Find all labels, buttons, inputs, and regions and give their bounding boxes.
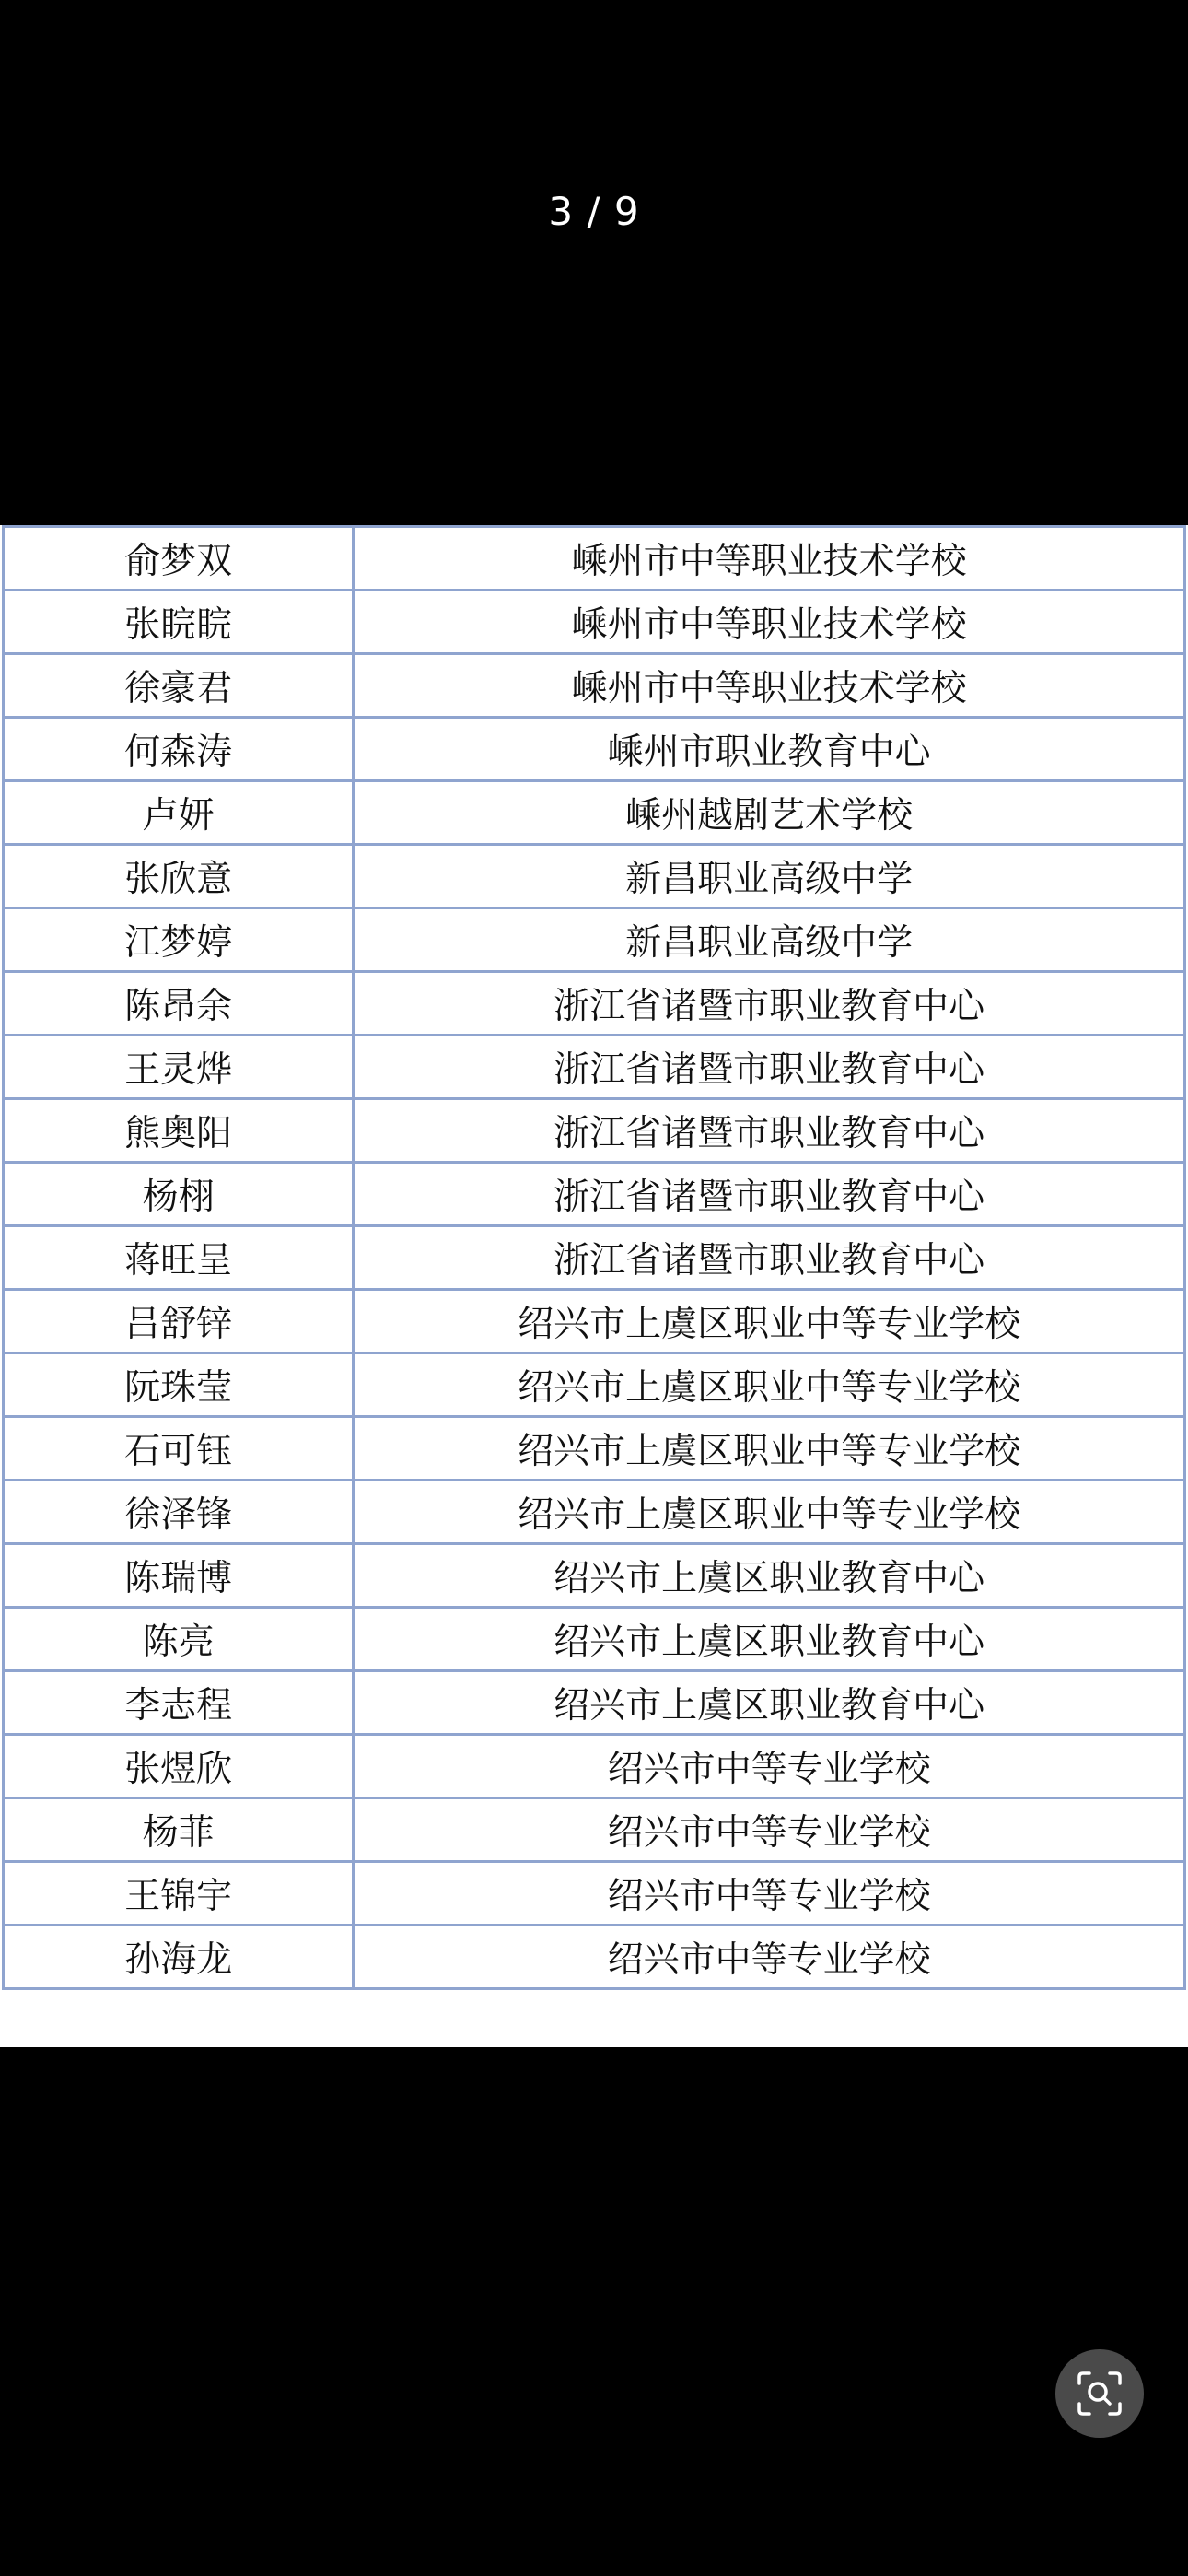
student-name-cell: 徐泽锋 [4, 1481, 354, 1544]
table-row [4, 845, 1185, 908]
table-row [4, 1417, 1185, 1481]
table-row [4, 1353, 1185, 1417]
table-row [4, 527, 1185, 591]
student-name-cell: 张欣意 [4, 845, 354, 908]
table-image[interactable] [0, 525, 1188, 2047]
table-row [4, 1735, 1185, 1798]
student-name-cell: 卢妍 [4, 781, 354, 845]
student-name-cell: 吕舒锌 [4, 1290, 354, 1353]
student-name-cell: 杨菲 [4, 1798, 354, 1862]
roster-table-body [4, 527, 1185, 1989]
student-name-cell: 王锦宇 [4, 1862, 354, 1926]
student-name-cell: 王灵烨 [4, 1036, 354, 1099]
school-name-cell: 新昌职业高级中学 [354, 845, 1185, 908]
school-name-cell: 绍兴市中等专业学校 [354, 1862, 1185, 1926]
page-counter: 3 / 9 [548, 189, 640, 234]
table-row [4, 1544, 1185, 1608]
student-name-cell: 孙海龙 [4, 1926, 354, 1989]
school-name-cell: 绍兴市上虞区职业中等专业学校 [354, 1290, 1185, 1353]
table-row [4, 1226, 1185, 1290]
school-name-cell: 浙江省诸暨市职业教育中心 [354, 1226, 1185, 1290]
school-name-cell: 绍兴市上虞区职业中等专业学校 [354, 1481, 1185, 1544]
school-name-cell: 绍兴市上虞区职业中等专业学校 [354, 1353, 1185, 1417]
school-name-cell: 新昌职业高级中学 [354, 908, 1185, 972]
table-row [4, 1099, 1185, 1163]
table-row [4, 1163, 1185, 1226]
visual-search-button[interactable] [1055, 2349, 1144, 2438]
table-row [4, 781, 1185, 845]
school-name-cell: 绍兴市上虞区职业中等专业学校 [354, 1417, 1185, 1481]
student-name-cell: 陈亮 [4, 1608, 354, 1671]
table-row [4, 1036, 1185, 1099]
school-name-cell: 绍兴市上虞区职业教育中心 [354, 1544, 1185, 1608]
visual-search-icon [1076, 2370, 1124, 2418]
table-row [4, 1290, 1185, 1353]
table-row [4, 1608, 1185, 1671]
student-name-cell: 阮珠莹 [4, 1353, 354, 1417]
school-name-cell: 浙江省诸暨市职业教育中心 [354, 1099, 1185, 1163]
table-row [4, 1481, 1185, 1544]
school-name-cell: 浙江省诸暨市职业教育中心 [354, 1036, 1185, 1099]
table-row [4, 1862, 1185, 1926]
school-name-cell: 绍兴市中等专业学校 [354, 1798, 1185, 1862]
table-row [4, 908, 1185, 972]
school-name-cell: 绍兴市上虞区职业教育中心 [354, 1608, 1185, 1671]
roster-table [2, 525, 1186, 1990]
school-name-cell: 绍兴市中等专业学校 [354, 1735, 1185, 1798]
school-name-cell: 嵊州市中等职业技术学校 [354, 527, 1185, 591]
student-name-cell: 徐豪君 [4, 654, 354, 718]
table-row [4, 1798, 1185, 1862]
table-row [4, 654, 1185, 718]
school-name-cell: 浙江省诸暨市职业教育中心 [354, 1163, 1185, 1226]
school-name-cell: 绍兴市中等专业学校 [354, 1926, 1185, 1989]
student-name-cell: 俞梦双 [4, 527, 354, 591]
school-name-cell: 浙江省诸暨市职业教育中心 [354, 972, 1185, 1036]
table-row [4, 1671, 1185, 1735]
student-name-cell: 何森涛 [4, 718, 354, 781]
student-name-cell: 蒋旺呈 [4, 1226, 354, 1290]
student-name-cell: 江梦婷 [4, 908, 354, 972]
student-name-cell: 陈昂余 [4, 972, 354, 1036]
student-name-cell: 杨栩 [4, 1163, 354, 1226]
school-name-cell: 嵊州越剧艺术学校 [354, 781, 1185, 845]
student-name-cell: 熊奥阳 [4, 1099, 354, 1163]
school-name-cell: 嵊州市职业教育中心 [354, 718, 1185, 781]
student-name-cell: 张煜欣 [4, 1735, 354, 1798]
school-name-cell: 嵊州市中等职业技术学校 [354, 654, 1185, 718]
school-name-cell: 嵊州市中等职业技术学校 [354, 591, 1185, 654]
table-row [4, 1926, 1185, 1989]
student-name-cell: 陈瑞博 [4, 1544, 354, 1608]
student-name-cell: 石可钰 [4, 1417, 354, 1481]
student-name-cell: 李志程 [4, 1671, 354, 1735]
table-row [4, 718, 1185, 781]
student-name-cell: 张睆睆 [4, 591, 354, 654]
table-row [4, 972, 1185, 1036]
school-name-cell: 绍兴市上虞区职业教育中心 [354, 1671, 1185, 1735]
table-row [4, 591, 1185, 654]
